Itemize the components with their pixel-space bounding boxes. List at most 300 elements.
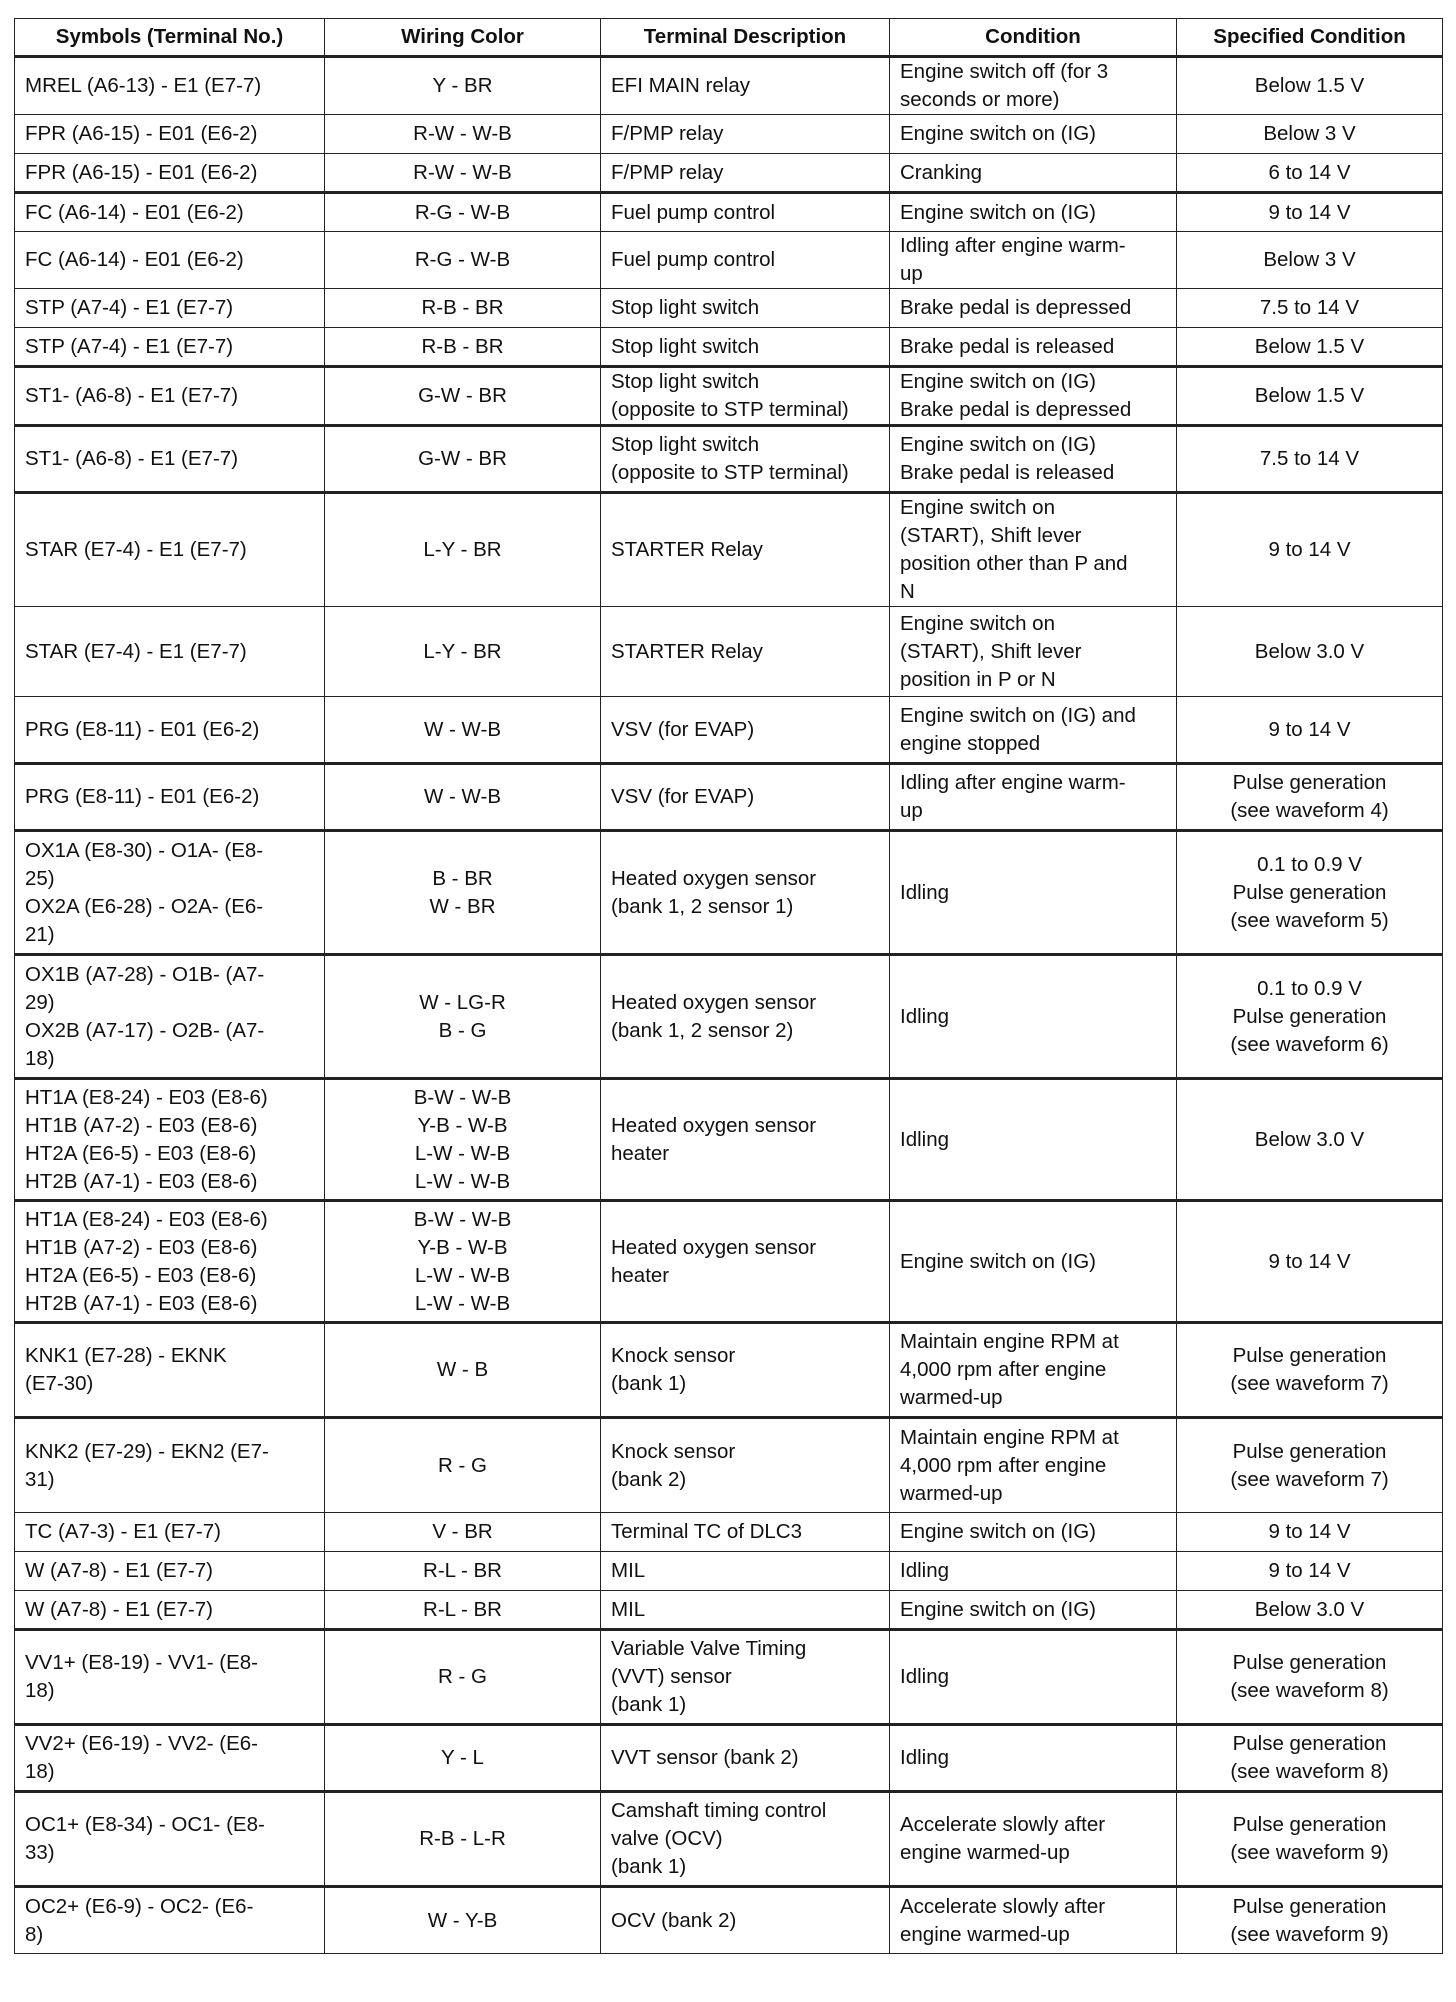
- cell-line: ST1- (A6-8) - E1 (E7-7): [25, 384, 239, 407]
- wiring-color-cell: [325, 1513, 601, 1552]
- specified-condition-cell: [1177, 115, 1443, 154]
- terminal-description-cell: [601, 1323, 890, 1418]
- terminal-description-cell: [601, 328, 890, 367]
- table-row: [15, 955, 1443, 1079]
- cell-line: Knock sensor: [611, 1439, 736, 1463]
- cell-line: position other than P and: [900, 552, 1128, 575]
- specified-condition-cell: [1177, 57, 1443, 115]
- symbols-cell: [15, 764, 325, 831]
- cell-line: L-Y - BR: [423, 538, 502, 561]
- symbols-cell: [15, 1630, 325, 1725]
- cell-line: 6 to 14 V: [1268, 160, 1351, 184]
- symbols-cell: [15, 1418, 325, 1513]
- table-row: [15, 493, 1443, 607]
- table-row: [15, 426, 1443, 493]
- symbols-cell: [15, 367, 325, 426]
- table-row: [15, 232, 1443, 289]
- cell-line: HT1A (E8-24) - E03 (E8-6): [25, 1085, 268, 1109]
- cell-line: (opposite to STP terminal): [611, 461, 849, 484]
- terminal-description-cell: [601, 697, 890, 764]
- symbols-cell: [15, 1201, 325, 1323]
- cell-line: (see waveform 5): [1230, 908, 1389, 932]
- cell-line: Camshaft timing control: [611, 1799, 827, 1822]
- cell-line: W - LG-R: [419, 990, 506, 1014]
- cell-line: up: [900, 799, 923, 822]
- cell-line: 21): [25, 922, 55, 946]
- symbols-cell: [15, 193, 325, 232]
- terminal-description-cell: [601, 607, 890, 697]
- table-row: [15, 115, 1443, 154]
- cell-line: 9 to 14 V: [1268, 1249, 1351, 1273]
- cell-line: Pulse generation: [1232, 1651, 1387, 1674]
- cell-line: Heated oxygen sensor: [611, 990, 817, 1014]
- cell-line: (bank 1, 2 sensor 1): [611, 894, 794, 918]
- cell-line: 4,000 rpm after engine: [900, 1358, 1107, 1381]
- symbols-cell: [15, 115, 325, 154]
- cell-line: seconds or more): [900, 88, 1060, 111]
- cell-line: (bank 2): [611, 1467, 687, 1491]
- cell-line: F/PMP relay: [611, 122, 724, 145]
- table-row: [15, 1591, 1443, 1630]
- cell-line: (bank 1): [611, 1693, 687, 1716]
- cell-line: OX1B (A7-28) - O1B- (A7-: [25, 962, 265, 986]
- cell-line: VVT sensor (bank 2): [611, 1746, 799, 1769]
- cell-line: (see waveform 9): [1230, 1841, 1389, 1864]
- terminal-description-cell: [601, 1552, 890, 1591]
- condition-cell: [890, 1513, 1177, 1552]
- cell-line: 0.1 to 0.9 V: [1257, 852, 1362, 876]
- table-row: [15, 607, 1443, 697]
- terminal-description-cell: [601, 1792, 890, 1887]
- table-row: [15, 289, 1443, 328]
- condition-cell: [890, 1792, 1177, 1887]
- table-row: [15, 367, 1443, 426]
- cell-line: L-W - W-B: [414, 1141, 511, 1165]
- cell-line: Below 3 V: [1263, 248, 1356, 271]
- cell-line: 4,000 rpm after engine: [900, 1453, 1107, 1477]
- table-row: [15, 1079, 1443, 1201]
- condition-cell: [890, 697, 1177, 764]
- cell-line: Engine switch on: [900, 611, 1055, 635]
- condition-cell: [890, 367, 1177, 426]
- specified-condition-cell: [1177, 764, 1443, 831]
- cell-line: HT2B (A7-1) - E03 (E8-6): [25, 1169, 258, 1193]
- terminal-description-cell: [601, 1513, 890, 1552]
- table-row: [15, 154, 1443, 193]
- specified-condition-cell: [1177, 1792, 1443, 1887]
- specified-condition-cell: [1177, 955, 1443, 1079]
- wiring-color-cell: [325, 1591, 601, 1630]
- cell-line: L-W - W-B: [414, 1169, 511, 1193]
- specified-condition-cell: [1177, 1552, 1443, 1591]
- cell-line: STARTER Relay: [611, 639, 763, 663]
- cell-line: TC (A7-3) - E1 (E7-7): [25, 1520, 221, 1543]
- cell-line: Below 3.0 V: [1254, 1127, 1365, 1151]
- cell-line: HT1B (A7-2) - E03 (E8-6): [25, 1235, 258, 1259]
- cell-line: VSV (for EVAP): [611, 785, 755, 808]
- cell-line: Accelerate slowly after: [900, 1813, 1106, 1836]
- wiring-color-cell: [325, 764, 601, 831]
- cell-line: Engine switch off (for 3: [900, 60, 1109, 83]
- ecm-terminal-table-sheet: [14, 18, 1442, 1954]
- specified-condition-cell: [1177, 193, 1443, 232]
- specified-condition-cell: [1177, 367, 1443, 426]
- cell-line: L-Y - BR: [423, 639, 502, 663]
- cell-line: W (A7-8) - E1 (E7-7): [25, 1559, 213, 1582]
- wiring-color-cell: [325, 232, 601, 289]
- cell-line: Below 3.0 V: [1254, 639, 1365, 663]
- cell-line: R - G: [438, 1665, 487, 1688]
- symbols-cell: [15, 831, 325, 955]
- specified-condition-cell: [1177, 1418, 1443, 1513]
- terminal-description-cell: [601, 955, 890, 1079]
- wiring-color-cell: [325, 1725, 601, 1792]
- terminal-description-cell: [601, 1201, 890, 1323]
- cell-line: Variable Valve Timing: [611, 1637, 807, 1660]
- cell-line: Fuel pump control: [611, 248, 776, 271]
- cell-line: HT2A (E6-5) - E03 (E8-6): [25, 1263, 257, 1287]
- header-condition: Condition: [890, 19, 1177, 57]
- condition-cell: [890, 1418, 1177, 1513]
- specified-condition-cell: [1177, 607, 1443, 697]
- terminal-description-cell: [601, 1887, 890, 1954]
- wiring-color-cell: [325, 1323, 601, 1418]
- symbols-cell: [15, 1079, 325, 1201]
- cell-line: Brake pedal is depressed: [900, 296, 1132, 319]
- condition-cell: [890, 493, 1177, 607]
- symbols-cell: [15, 1591, 325, 1630]
- table-row: [15, 1323, 1443, 1418]
- cell-line: STARTER Relay: [611, 538, 763, 561]
- wiring-color-cell: [325, 1552, 601, 1591]
- cell-line: 7.5 to 14 V: [1259, 447, 1360, 470]
- cell-line: OC2+ (E6-9) - OC2- (E6-: [25, 1894, 254, 1918]
- cell-line: Idling after engine warm-: [900, 234, 1126, 257]
- condition-cell: [890, 57, 1177, 115]
- cell-line: Below 3.0 V: [1254, 1597, 1365, 1621]
- cell-line: W - W-B: [423, 717, 502, 741]
- cell-line: (see waveform 8): [1230, 1679, 1389, 1702]
- cell-line: Idling: [900, 880, 950, 904]
- cell-line: heater: [611, 1263, 670, 1287]
- cell-line: Stop light switch: [611, 334, 760, 358]
- terminal-description-cell: [601, 57, 890, 115]
- cell-line: 18): [25, 1679, 55, 1702]
- symbols-cell: [15, 232, 325, 289]
- condition-cell: [890, 328, 1177, 367]
- cell-line: Idling: [900, 1665, 950, 1688]
- cell-line: B - G: [438, 1018, 487, 1042]
- cell-line: OX2A (E6-28) - O2A- (E6-: [25, 894, 264, 918]
- cell-line: Idling after engine warm-: [900, 771, 1126, 794]
- cell-line: FPR (A6-15) - E01 (E6-2): [25, 122, 258, 145]
- cell-line: Below 1.5 V: [1254, 74, 1365, 97]
- cell-line: R-L - BR: [423, 1559, 502, 1582]
- condition-cell: [890, 955, 1177, 1079]
- table-row: [15, 328, 1443, 367]
- specified-condition-cell: [1177, 154, 1443, 193]
- cell-line: MIL: [611, 1597, 646, 1621]
- cell-line: Knock sensor: [611, 1344, 736, 1367]
- cell-line: (see waveform 9): [1230, 1922, 1389, 1946]
- table-row: [15, 1725, 1443, 1792]
- cell-line: Pulse generation: [1232, 1439, 1387, 1463]
- symbols-cell: [15, 426, 325, 493]
- cell-line: (VVT) sensor: [611, 1665, 732, 1688]
- cell-line: Brake pedal is depressed: [900, 398, 1132, 421]
- cell-line: (START), Shift lever: [900, 639, 1082, 663]
- cell-line: 0.1 to 0.9 V: [1257, 976, 1362, 1000]
- cell-line: Cranking: [900, 160, 983, 184]
- cell-line: Below 1.5 V: [1254, 384, 1365, 407]
- header-terminal-description: Terminal Description: [601, 19, 890, 57]
- cell-line: R - G: [438, 1453, 487, 1477]
- cell-line: (see waveform 4): [1230, 799, 1389, 822]
- cell-line: heater: [611, 1141, 670, 1165]
- cell-line: Pulse generation: [1232, 1732, 1387, 1755]
- cell-line: OX1A (E8-30) - O1A- (E8-: [25, 838, 264, 862]
- cell-line: R-G - W-B: [414, 200, 511, 224]
- cell-line: engine stopped: [900, 731, 1041, 755]
- table-row: [15, 764, 1443, 831]
- cell-line: Y-B - W-B: [417, 1235, 508, 1259]
- cell-line: FPR (A6-15) - E01 (E6-2): [25, 160, 258, 184]
- cell-line: 29): [25, 990, 55, 1014]
- wiring-color-cell: [325, 367, 601, 426]
- cell-line: Pulse generation: [1232, 1344, 1387, 1367]
- terminal-description-cell: [601, 493, 890, 607]
- wiring-color-cell: [325, 1887, 601, 1954]
- cell-line: Fuel pump control: [611, 200, 776, 224]
- cell-line: Heated oxygen sensor: [611, 1113, 817, 1137]
- terminal-description-cell: [601, 1418, 890, 1513]
- cell-line: N: [900, 580, 915, 603]
- condition-cell: [890, 193, 1177, 232]
- condition-cell: [890, 607, 1177, 697]
- cell-line: B - BR: [432, 866, 493, 890]
- terminal-description-cell: [601, 193, 890, 232]
- cell-line: Heated oxygen sensor: [611, 1235, 817, 1259]
- cell-line: FC (A6-14) - E01 (E6-2): [25, 200, 244, 224]
- condition-cell: [890, 764, 1177, 831]
- cell-line: HT1A (E8-24) - E03 (E8-6): [25, 1207, 268, 1231]
- cell-line: warmed-up: [900, 1481, 1003, 1505]
- cell-line: 8): [25, 1922, 44, 1946]
- table-row: [15, 1552, 1443, 1591]
- cell-line: 9 to 14 V: [1268, 717, 1351, 741]
- cell-line: 7.5 to 14 V: [1259, 296, 1360, 319]
- cell-line: R-B - BR: [421, 334, 504, 358]
- condition-cell: [890, 115, 1177, 154]
- cell-line: OX2B (A7-17) - O2B- (A7-: [25, 1018, 265, 1042]
- cell-line: STAR (E7-4) - E1 (E7-7): [25, 639, 247, 663]
- specified-condition-cell: [1177, 1887, 1443, 1954]
- symbols-cell: [15, 57, 325, 115]
- cell-line: valve (OCV): [611, 1827, 723, 1850]
- terminal-description-cell: [601, 367, 890, 426]
- condition-cell: [890, 1323, 1177, 1418]
- symbols-cell: [15, 955, 325, 1079]
- cell-line: W - W-B: [423, 785, 502, 808]
- header-wiring-color: Wiring Color: [325, 19, 601, 57]
- cell-line: warmed-up: [900, 1386, 1003, 1409]
- wiring-color-cell: [325, 426, 601, 493]
- header-specified-condition: Specified Condition: [1177, 19, 1443, 57]
- cell-line: 25): [25, 866, 55, 890]
- cell-line: KNK2 (E7-29) - EKN2 (E7-: [25, 1439, 269, 1463]
- table-header-row: [15, 19, 1443, 57]
- cell-line: Idling: [900, 1127, 950, 1151]
- specified-condition-cell: [1177, 1079, 1443, 1201]
- cell-line: OCV (bank 2): [611, 1908, 737, 1932]
- table-row: [15, 1792, 1443, 1887]
- table-row: [15, 1513, 1443, 1552]
- cell-line: Y-B - W-B: [417, 1113, 508, 1137]
- cell-line: up: [900, 262, 923, 285]
- table-row: [15, 193, 1443, 232]
- wiring-color-cell: [325, 831, 601, 955]
- cell-line: L-W - W-B: [414, 1291, 511, 1315]
- cell-line: ST1- (A6-8) - E1 (E7-7): [25, 447, 239, 470]
- terminal-description-cell: [601, 1591, 890, 1630]
- cell-line: 9 to 14 V: [1268, 200, 1351, 224]
- cell-line: HT2B (A7-1) - E03 (E8-6): [25, 1291, 258, 1315]
- wiring-color-cell: [325, 1792, 601, 1887]
- condition-cell: [890, 1630, 1177, 1725]
- wiring-color-cell: [325, 1201, 601, 1323]
- cell-line: R-L - BR: [423, 1597, 502, 1621]
- specified-condition-cell: [1177, 831, 1443, 955]
- cell-line: Heated oxygen sensor: [611, 866, 817, 890]
- table-body: [15, 57, 1443, 1954]
- cell-line: Pulse generation: [1232, 880, 1387, 904]
- cell-line: 9 to 14 V: [1268, 1559, 1351, 1582]
- cell-line: Engine switch on (IG): [900, 1597, 1096, 1621]
- cell-line: B-W - W-B: [413, 1207, 512, 1231]
- cell-line: MIL: [611, 1559, 646, 1582]
- specified-condition-cell: [1177, 289, 1443, 328]
- cell-line: G-W - BR: [418, 384, 507, 407]
- specified-condition-cell: [1177, 1201, 1443, 1323]
- cell-line: HT2A (E6-5) - E03 (E8-6): [25, 1141, 257, 1165]
- wiring-color-cell: [325, 607, 601, 697]
- wiring-color-cell: [325, 697, 601, 764]
- specified-condition-cell: [1177, 1513, 1443, 1552]
- cell-line: position in P or N: [900, 667, 1056, 691]
- cell-line: B-W - W-B: [413, 1085, 512, 1109]
- cell-line: Stop light switch: [611, 370, 760, 393]
- wiring-color-cell: [325, 1630, 601, 1725]
- wiring-color-cell: [325, 328, 601, 367]
- cell-line: Engine switch on (IG): [900, 122, 1096, 145]
- symbols-cell: [15, 154, 325, 193]
- condition-cell: [890, 1591, 1177, 1630]
- symbols-cell: [15, 493, 325, 607]
- cell-line: 33): [25, 1841, 55, 1864]
- cell-line: HT1B (A7-2) - E03 (E8-6): [25, 1113, 258, 1137]
- symbols-cell: [15, 607, 325, 697]
- cell-line: Maintain engine RPM at: [900, 1330, 1119, 1353]
- cell-line: G-W - BR: [418, 447, 507, 470]
- cell-line: V - BR: [432, 1520, 493, 1543]
- terminal-description-cell: [601, 289, 890, 328]
- symbols-cell: [15, 1513, 325, 1552]
- table-row: [15, 1418, 1443, 1513]
- cell-line: 9 to 14 V: [1268, 538, 1351, 561]
- cell-line: Engine switch on: [900, 496, 1055, 519]
- condition-cell: [890, 1725, 1177, 1792]
- wiring-color-cell: [325, 193, 601, 232]
- cell-line: FC (A6-14) - E01 (E6-2): [25, 248, 244, 271]
- cell-line: STP (A7-4) - E1 (E7-7): [25, 334, 234, 358]
- terminal-description-cell: [601, 232, 890, 289]
- wiring-color-cell: [325, 493, 601, 607]
- cell-line: (bank 1): [611, 1855, 687, 1878]
- cell-line: (START), Shift lever: [900, 524, 1082, 547]
- cell-line: F/PMP relay: [611, 160, 724, 184]
- cell-line: EFI MAIN relay: [611, 74, 750, 97]
- specified-condition-cell: [1177, 493, 1443, 607]
- cell-line: (bank 1, 2 sensor 2): [611, 1018, 794, 1042]
- cell-line: Idling: [900, 1004, 950, 1028]
- cell-line: Pulse generation: [1232, 1894, 1387, 1918]
- symbols-cell: [15, 328, 325, 367]
- cell-line: R-B - L-R: [419, 1827, 506, 1850]
- table-row: [15, 1201, 1443, 1323]
- cell-line: Engine switch on (IG): [900, 433, 1096, 456]
- terminal-description-cell: [601, 1725, 890, 1792]
- wiring-color-cell: [325, 115, 601, 154]
- condition-cell: [890, 426, 1177, 493]
- cell-line: Idling: [900, 1746, 950, 1769]
- symbols-cell: [15, 289, 325, 328]
- wiring-color-cell: [325, 955, 601, 1079]
- cell-line: Pulse generation: [1232, 1004, 1387, 1028]
- table-row: [15, 1887, 1443, 1954]
- cell-line: Maintain engine RPM at: [900, 1425, 1119, 1449]
- wiring-color-cell: [325, 1418, 601, 1513]
- cell-line: Pulse generation: [1232, 771, 1387, 794]
- terminal-description-cell: [601, 1079, 890, 1201]
- terminal-description-cell: [601, 831, 890, 955]
- cell-line: L-W - W-B: [414, 1263, 511, 1287]
- cell-line: 31): [25, 1467, 55, 1491]
- cell-line: Below 1.5 V: [1254, 334, 1365, 358]
- cell-line: VSV (for EVAP): [611, 717, 755, 741]
- symbols-cell: [15, 697, 325, 764]
- cell-line: (E7-30): [25, 1372, 94, 1395]
- cell-line: KNK1 (E7-28) - EKNK: [25, 1344, 227, 1367]
- terminal-specification-table: [14, 18, 1443, 1954]
- wiring-color-cell: [325, 289, 601, 328]
- table-row: [15, 1630, 1443, 1725]
- specified-condition-cell: [1177, 1323, 1443, 1418]
- wiring-color-cell: [325, 154, 601, 193]
- cell-line: Idling: [900, 1559, 950, 1582]
- cell-line: W - Y-B: [427, 1908, 498, 1932]
- specified-condition-cell: [1177, 697, 1443, 764]
- cell-line: MREL (A6-13) - E1 (E7-7): [25, 74, 262, 97]
- header-symbols: Symbols (Terminal No.): [15, 19, 325, 57]
- terminal-description-cell: [601, 115, 890, 154]
- cell-line: W - BR: [429, 894, 496, 918]
- cell-line: PRG (E8-11) - E01 (E6-2): [25, 717, 260, 741]
- cell-line: Engine switch on (IG): [900, 200, 1096, 224]
- cell-line: R-G - W-B: [414, 248, 511, 271]
- cell-line: engine warmed-up: [900, 1922, 1070, 1946]
- wiring-color-cell: [325, 57, 601, 115]
- condition-cell: [890, 154, 1177, 193]
